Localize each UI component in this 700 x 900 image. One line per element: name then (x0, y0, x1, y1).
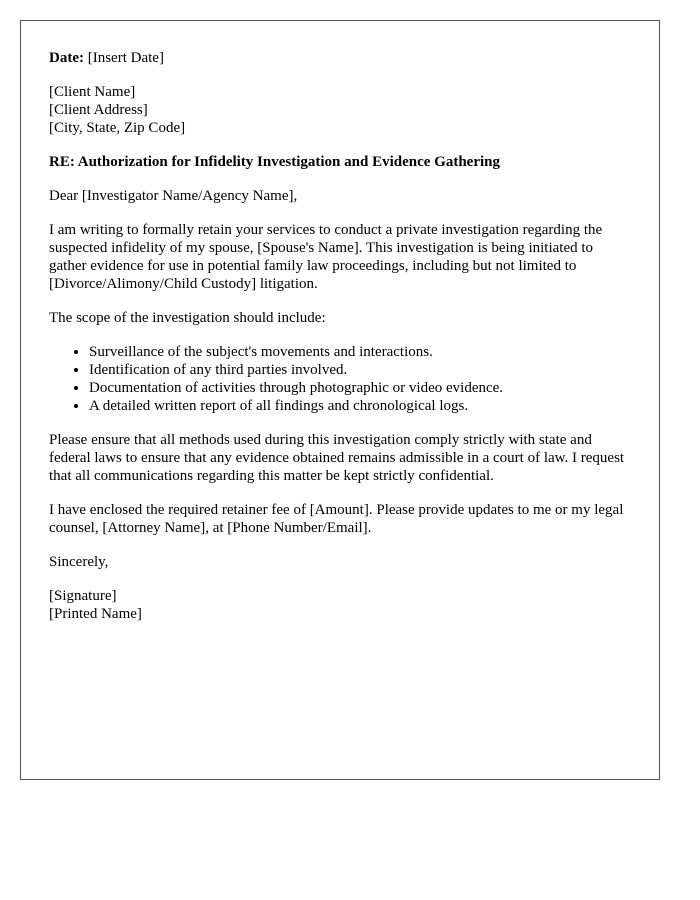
signature-block (49, 587, 631, 623)
subject-line: RE: Authorization for Infidelity Investigation and Evidence Gathering (49, 154, 500, 170)
client-name: [Client Name] (49, 84, 136, 100)
signature: [Signature] (49, 588, 117, 604)
scope-item-surveillance: • Surveillance of the subject's movements and interactions. (89, 343, 631, 361)
scope-item-report: • A detailed written report of all findings and chronological logs. (89, 397, 631, 415)
date-line (49, 49, 631, 67)
body-paragraph-1: I am writing to formally retain your services to conduct a private investigation regarding the suspected infidelity of my spouse, [Spouse's Name]. This investigation is being initiated to gather evidence for use in potential family law proceedings, including but not limited to [Divorce/Alimony/Child Custody] litigation. (49, 222, 603, 292)
scope-item-third-parties: • Identification of any third parties involved. (89, 361, 631, 379)
client-city-state-zip: [City, State, Zip Code] (49, 120, 186, 136)
letter-page (20, 20, 660, 780)
salutation: Dear [Investigator Name/Agency Name], (49, 188, 298, 204)
scope-intro: The scope of the investigation should include: (49, 310, 326, 326)
printed-name: [Printed Name] (49, 606, 142, 622)
scope-list (49, 343, 631, 415)
body-paragraph-2: Please ensure that all methods used during this investigation comply strictly with state and federal laws to ensure that any evidence obtained remains admissible in a court of law. I request that all communications regarding this matter be kept strictly confidential. (49, 432, 625, 484)
client-address-block (49, 83, 631, 137)
body-paragraph-3: I have enclosed the required retainer fee of [Amount]. Please provide updates to me or my legal counsel, [Attorney Name], at [Phone Number/Email]. (49, 502, 624, 536)
scope-item-documentation: • Documentation of activities through photographic or video evidence. (89, 379, 631, 397)
client-address: [Client Address] (49, 102, 148, 118)
date-value: [Insert Date] (83, 50, 164, 66)
date-label: Date: (49, 50, 84, 66)
closing: Sincerely, (49, 554, 109, 570)
